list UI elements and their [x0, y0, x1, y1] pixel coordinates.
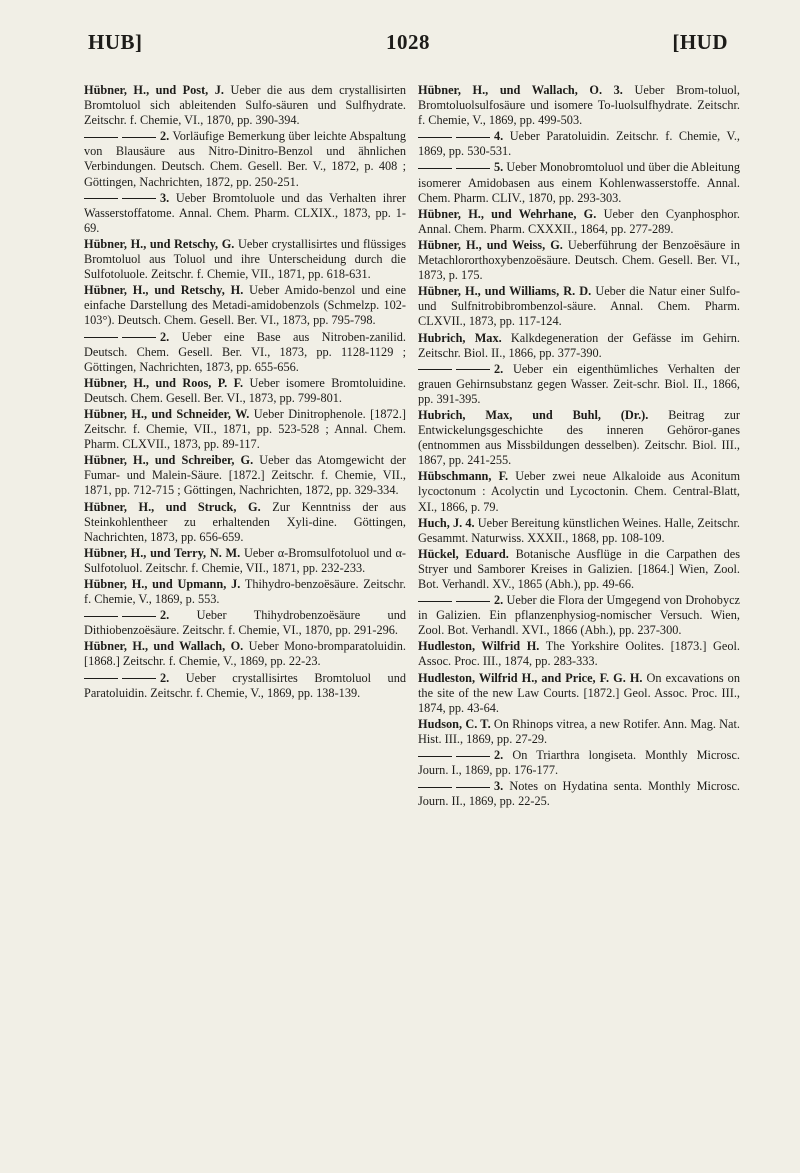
bibliography-entry	[418, 207, 740, 237]
entry-text: Ueber Bereitung künstlichen Weines. Halle, Zeitschr. Gesammt. Naturwiss. XXXII., 1868, pp. 108-109.	[418, 515, 740, 545]
entry-text: Ueber crystallisirtes Bromtoluol und Paratoluidin. Zeitschr. f. Chemie, V., 1869, pp. 138-139.	[84, 670, 406, 700]
entry-author: 2.	[160, 608, 170, 623]
header-left: HUB]	[88, 30, 143, 54]
ditto-dash	[84, 678, 118, 679]
ditto-dash	[456, 756, 490, 757]
ditto-dash	[122, 198, 156, 199]
entry-text: Vorläufige Bemerkung über leichte Abspaltung von Blausäure aus Nitro-Dinitro-Benzol und ähnlichen Verbindungen. Deutsch. Chem. Gesell. Ber. V., 1872, p. 408 ; Göttingen, Nachrichten, 1872, pp. 250-251.	[84, 129, 406, 189]
entry-text: On Rhinops vitrea, a new Rotifer. Ann. Mag. Nat. Hist. III., 1869, pp. 27-29.	[418, 716, 741, 746]
bibliography-entry	[84, 376, 406, 406]
entry-text: Ueber α-Bromsulfotoluol und α-Sulfotoluol. Zeitschr. f. Chemie, VII., 1871, pp. 232-233.	[84, 545, 406, 575]
entry-author: 2.	[160, 129, 170, 144]
entry-author: Hübner, H., und Williams, R. D.	[418, 284, 592, 299]
bibliography-entry	[84, 191, 406, 236]
entry-author: Hudleston, Wilfrid H., and Price, F. G. H.	[418, 670, 643, 685]
entry-author: Hübner, H., und Upmann, J.	[84, 577, 241, 591]
ditto-dash	[418, 168, 452, 169]
entry-text: Ueber den Cyanphosphor. Annal. Chem. Pharm. CXXXII., 1864, pp. 277-289.	[418, 206, 740, 236]
entry-text: On excavations on the site of the new Law Courts. [1872.] Geol. Assoc. Proc. III., 1874, pp. 43-64.	[418, 670, 740, 715]
ditto-dash	[84, 198, 118, 199]
entry-text: Ueber crystallisirtes und flüssiges Bromtoluol aus Toluol und ihre Unterscheidung durch die Sulfotoluole. Zeitschr. f. Chemie, VII., 1871, pp. 618-631.	[84, 236, 407, 282]
bibliography-entry	[84, 546, 406, 576]
bibliography-entry	[418, 160, 740, 205]
bibliography-entry	[84, 83, 406, 128]
bibliography-entry	[418, 748, 740, 778]
entry-text: The Yorkshire Oolites. [1873.] Geol. Assoc. Proc. III., 1874, pp. 283-333.	[418, 639, 740, 669]
entry-text: Ueber Brom-toluol, Bromtoluolsulfosäure und isomere To-luolsulfhydrate. Zeitschr. f. Chemie, V., 1869, pp. 499-503.	[418, 83, 740, 128]
entry-author: Hubrich, Max.	[418, 330, 502, 345]
entry-text: Ueber Amido-benzol und eine einfache Darstellung des Metadi-amidobenzols (Schmelzp. 102-103°). Deutsch. Chem. Gesell. Ber. VI., 1873, pp. 795-798.	[84, 283, 407, 328]
bibliography-entry	[84, 671, 406, 701]
ditto-dash	[456, 168, 490, 169]
entry-author: Hückel, Eduard.	[418, 546, 509, 561]
bibliography-entry	[418, 717, 740, 747]
bibliography-entry	[418, 408, 740, 468]
entry-author: Hübner, H., und Wehrhane, G.	[418, 206, 597, 221]
bibliography-entry	[418, 129, 740, 159]
entry-author: 2.	[494, 593, 504, 608]
bibliography-entry	[418, 779, 740, 809]
ditto-dash	[418, 787, 452, 788]
ditto-dash	[122, 616, 156, 617]
bibliography-entry	[418, 671, 740, 716]
entry-author: 3.	[160, 190, 170, 205]
bibliography-entry	[418, 284, 740, 329]
bibliography-entry	[418, 238, 740, 283]
entry-text: Ueber zwei neue Alkaloide aus Aconitum lycoctonum : Acolyctin und Lycoctonin. Chem. Central-Blatt, XI., 1866, p. 79.	[418, 469, 741, 514]
entry-text: Ueber Monobromtoluol und über die Ableitung isomerer Amidobasen aus einem Kohlenwasserstoffe. Annal. Chem. Pharm. CLIV., 1870, pp. 293-303.	[418, 160, 741, 205]
entry-text: Ueber isomere Bromtoluidine. Deutsch. Chem. Gesell. Ber. VI., 1873, pp. 799-801.	[84, 375, 406, 405]
ditto-dash	[456, 137, 490, 138]
entry-author: Hudson, C. T.	[418, 716, 491, 731]
entry-text: Ueber Dinitrophenole. [1872.] Zeitschr. f. Chemie, VII., 1871, pp. 523-528 ; Annal. Chem. Pharm. CLXVII., 1873, pp. 89-117.	[84, 406, 406, 452]
bibliography-entry	[84, 237, 406, 282]
page-number: 1028	[386, 30, 430, 54]
entry-text: Ueber das Atomgewicht der Fumar- und Malein-Säure. [1872.] Zeitschr. f. Chemie, VII., 1871, pp. 712-715 ; Göttingen, Nachrichten, 1872, pp. 329-334.	[84, 453, 406, 498]
entry-author: Hübner, H., und Retschy, G.	[84, 236, 235, 251]
entry-text: Ueberführung der Benzoësäure in Metachlororthoxybenzoësäure. Deutsch. Chem. Gesell. Ber. VI., 1873, p. 175.	[418, 237, 741, 283]
entry-text: Beitrag zur Entwickelungsgeschichte des inneren Gehöror-ganes (entnommen aus Missbildungen desselben). Zeitschr. Biol. III., 1867, pp. 241-255.	[418, 407, 740, 468]
right-column	[418, 83, 740, 810]
entry-author: Hübner, H., und Roos, P. F.	[84, 375, 244, 390]
entry-author: Hübner, H., und Terry, N. M.	[84, 545, 241, 560]
entry-author: Hübner, H., und Schreiber, G.	[84, 453, 254, 468]
entry-text: Ueber ein eigenthümliches Verhalten der grauen Gehirnsubstanz gegen Wasser. Zeit-schr. Biol. II., 1866, pp. 391-395.	[418, 361, 740, 406]
bibliography-entry	[84, 330, 406, 375]
entry-text: Thihydro-benzoësäure. Zeitschr. f. Chemie, V., 1869, p. 553.	[84, 577, 406, 607]
entry-text: Zur Kenntniss der aus Steinkohlentheer zu erhaltenden Xyli-dine. Göttingen, Nachrichten, 1873, pp. 656-659.	[84, 499, 407, 544]
entry-author: 2.	[494, 748, 504, 763]
bibliography-entry	[418, 362, 740, 407]
entry-text: On Triarthra longiseta. Monthly Microsc. Journ. I., 1869, pp. 176-177.	[418, 748, 740, 778]
entry-author: Hudleston, Wilfrid H.	[418, 639, 540, 654]
bibliography-entry	[84, 407, 406, 452]
entry-author: 4.	[494, 129, 504, 144]
bibliography-entry	[84, 639, 406, 669]
ditto-dash	[456, 369, 490, 370]
entry-text: Ueber Thihydrobenzoësäure und Dithiobenzoësäure. Zeitschr. f. Chemie, VI., 1870, pp. 291-296.	[84, 608, 406, 638]
entry-text: Botanische Ausflüge in die Carpathen des Stryer und Samborer Kreises in Galizien. [1864.] Wien, Zool. Bot. Verhandl. XV., 1865 (Abh.), pp. 49-66.	[418, 546, 741, 591]
entry-author: Hübner, H., und Weiss, G.	[418, 237, 563, 252]
left-column	[84, 83, 406, 702]
bibliography-entry	[418, 639, 740, 669]
bibliography-entry	[418, 593, 740, 638]
entry-author: Hübner, H., und Post, J.	[84, 83, 224, 97]
header-right: [HUD	[672, 30, 728, 54]
entry-author: Hubrich, Max, und Buhl, (Dr.).	[418, 407, 649, 422]
ditto-dash	[84, 137, 118, 138]
ditto-dash	[418, 601, 452, 602]
entry-author: Hübner, H., und Struck, G.	[84, 499, 261, 514]
entry-text: Ueber Paratoluidin. Zeitschr. f. Chemie, V., 1869, pp. 530-531.	[418, 129, 740, 159]
ditto-dash	[456, 601, 490, 602]
bibliography-entry	[84, 453, 406, 498]
entry-author: Hübner, H., und Schneider, W.	[84, 406, 250, 421]
entry-text: Kalkdegeneration der Gefässe im Gehirn. Zeitschr. Biol. II., 1866, pp. 377-390.	[418, 330, 740, 360]
entry-author: 2.	[160, 329, 170, 344]
entry-author: Hübner, H., und Wallach, O.	[84, 639, 244, 654]
bibliography-entry	[84, 129, 406, 189]
bibliography-entry	[84, 283, 406, 328]
entry-author: Hübner, H., und Wallach, O. 3.	[418, 83, 623, 97]
ditto-dash	[418, 369, 452, 370]
entry-author: Hübner, H., und Retschy, H.	[84, 283, 244, 298]
bibliography-entry	[418, 83, 740, 128]
entry-author: 2.	[160, 670, 170, 685]
entry-text: Ueber die aus dem crystallisirten Bromtoluol sich ableitenden Sulfo-säuren und Sulfhydrate. Zeitschr. f. Chemie, VI., 1870, pp. 390-394.	[84, 83, 407, 128]
entry-author: 2.	[494, 361, 504, 376]
entry-author: Hübschmann, F.	[418, 469, 509, 484]
entry-text: Ueber die Flora der Umgegend von Drohobycz in Galizien. Ein pflanzenphysiog-nomischer Versuch. Wien, Zool. Bot. Verhandl. XVI., 1866 (Abh.), pp. 237-300.	[418, 593, 741, 638]
bibliography-entry	[418, 331, 740, 361]
entry-text: Ueber die Natur einer Sulfo- und Sulfnitrobibrombenzol-säure. Annal. Chem. Pharm. CLXVII., 1873, pp. 117-124.	[418, 284, 740, 329]
ditto-dash	[84, 337, 118, 338]
entry-text: Notes on Hydatina senta. Monthly Microsc. Journ. II., 1869, pp. 22-25.	[418, 779, 740, 809]
entry-text: Ueber Mono-bromparatoluidin. [1868.] Zeitschr. f. Chemie, V., 1869, pp. 22-23.	[84, 639, 406, 669]
entry-author: 3.	[494, 779, 504, 794]
ditto-dash	[84, 616, 118, 617]
bibliography-entry	[418, 469, 740, 514]
page-header	[88, 30, 728, 60]
bibliography-entry	[84, 577, 406, 607]
bibliography-entry	[418, 516, 740, 546]
entry-author: 5.	[494, 160, 504, 175]
entry-text: Ueber Bromtoluole und das Verhalten ihrer Wasserstoffatome. Annal. Chem. Pharm. CLXIX., 1873, pp. 1-69.	[84, 190, 406, 235]
ditto-dash	[122, 678, 156, 679]
ditto-dash	[418, 756, 452, 757]
ditto-dash	[122, 337, 156, 338]
bibliography-entry	[418, 547, 740, 592]
ditto-dash	[456, 787, 490, 788]
bibliography-entry	[84, 608, 406, 638]
ditto-dash	[418, 137, 452, 138]
bibliography-entry	[84, 500, 406, 545]
entry-text: Ueber eine Base aus Nitroben-zanilid. Deutsch. Chem. Gesell. Ber. VI., 1873, pp. 1128-1129 ; Göttingen, Nachrichten, 1873, pp. 655-656.	[84, 329, 406, 374]
entry-author: Huch, J. 4.	[418, 515, 475, 530]
ditto-dash	[122, 137, 156, 138]
